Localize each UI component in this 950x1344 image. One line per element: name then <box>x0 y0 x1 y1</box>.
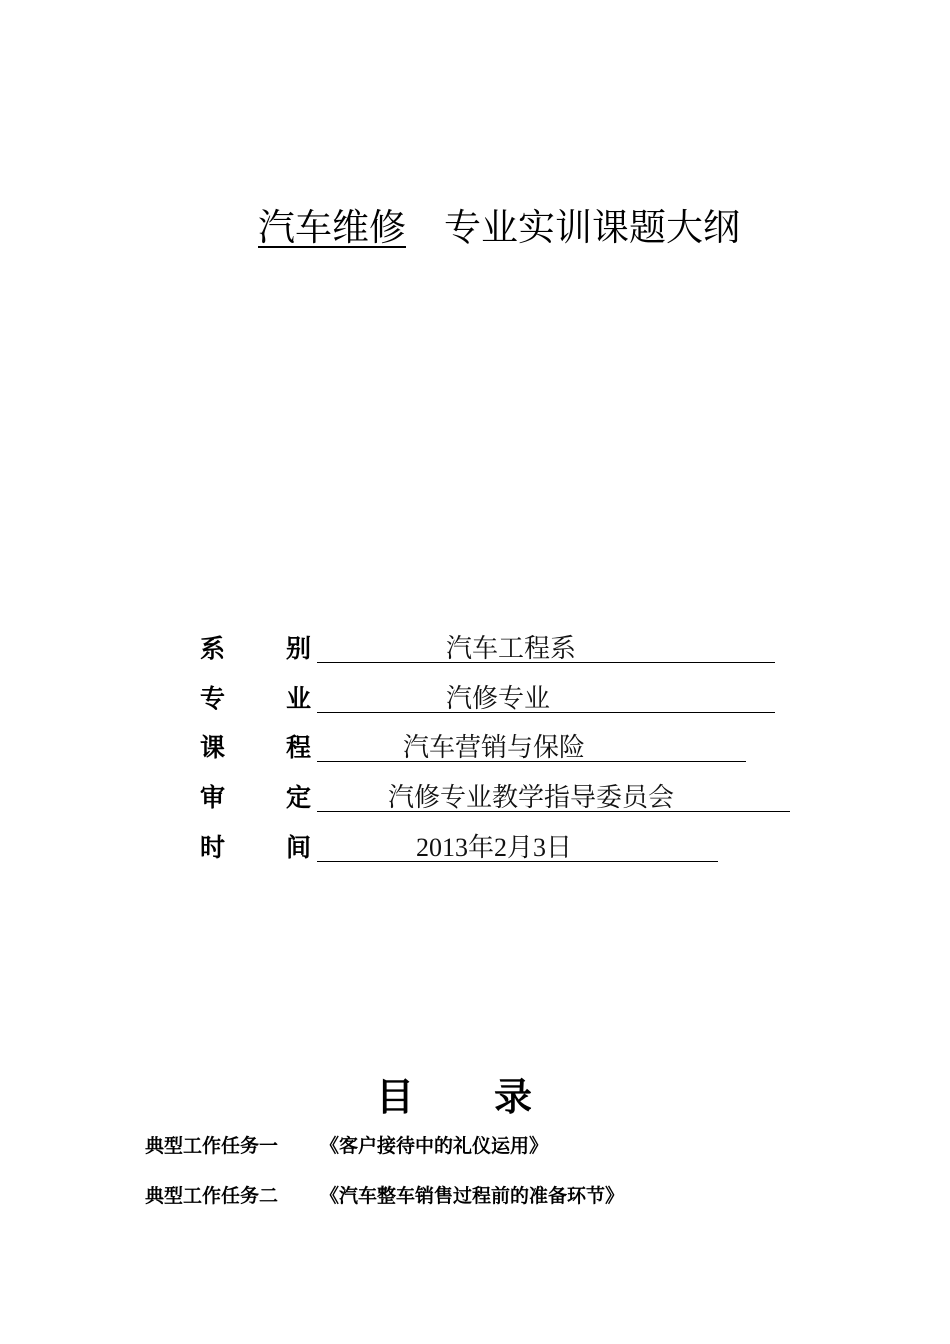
toc-item[interactable] <box>145 1132 548 1160</box>
info-value-department: 汽车工程系 <box>446 634 577 663</box>
toc-item-name: 《客户接待中的礼仪运用》 <box>320 1135 549 1157</box>
toc-item-name: 《汽车整车销售过程前的准备环节》 <box>320 1185 625 1207</box>
toc-title-a: 目 <box>376 1075 415 1119</box>
toc-item[interactable] <box>145 1182 624 1210</box>
info-label-b: 程 <box>286 733 312 762</box>
info-label-b: 业 <box>286 684 312 713</box>
info-value-reviewer: 汽修专业教学指导委员会 <box>388 783 675 812</box>
info-label-b: 间 <box>286 833 312 862</box>
info-label-a: 专 <box>200 684 226 713</box>
info-label-b: 别 <box>286 634 312 663</box>
info-label-b: 定 <box>286 783 312 812</box>
page-title <box>220 204 740 252</box>
major-name: 汽车维修 <box>258 206 406 249</box>
info-value-course: 汽车营销与保险 <box>403 733 586 762</box>
toc-item-task: 典型工作任务一 <box>145 1135 279 1157</box>
toc-item-task: 典型工作任务二 <box>145 1185 279 1207</box>
info-label-a: 课 <box>200 733 226 762</box>
info-label-a: 审 <box>200 783 226 812</box>
title-rest: 专业实训课题大纲 <box>444 206 740 249</box>
toc-title-b: 录 <box>494 1075 533 1119</box>
info-label-a: 系 <box>200 634 226 663</box>
toc-title <box>376 1072 532 1122</box>
info-value-major: 汽修专业 <box>446 684 551 713</box>
info-value-date: 2013年2月3日 <box>416 833 573 862</box>
info-label-a: 时 <box>200 833 226 862</box>
